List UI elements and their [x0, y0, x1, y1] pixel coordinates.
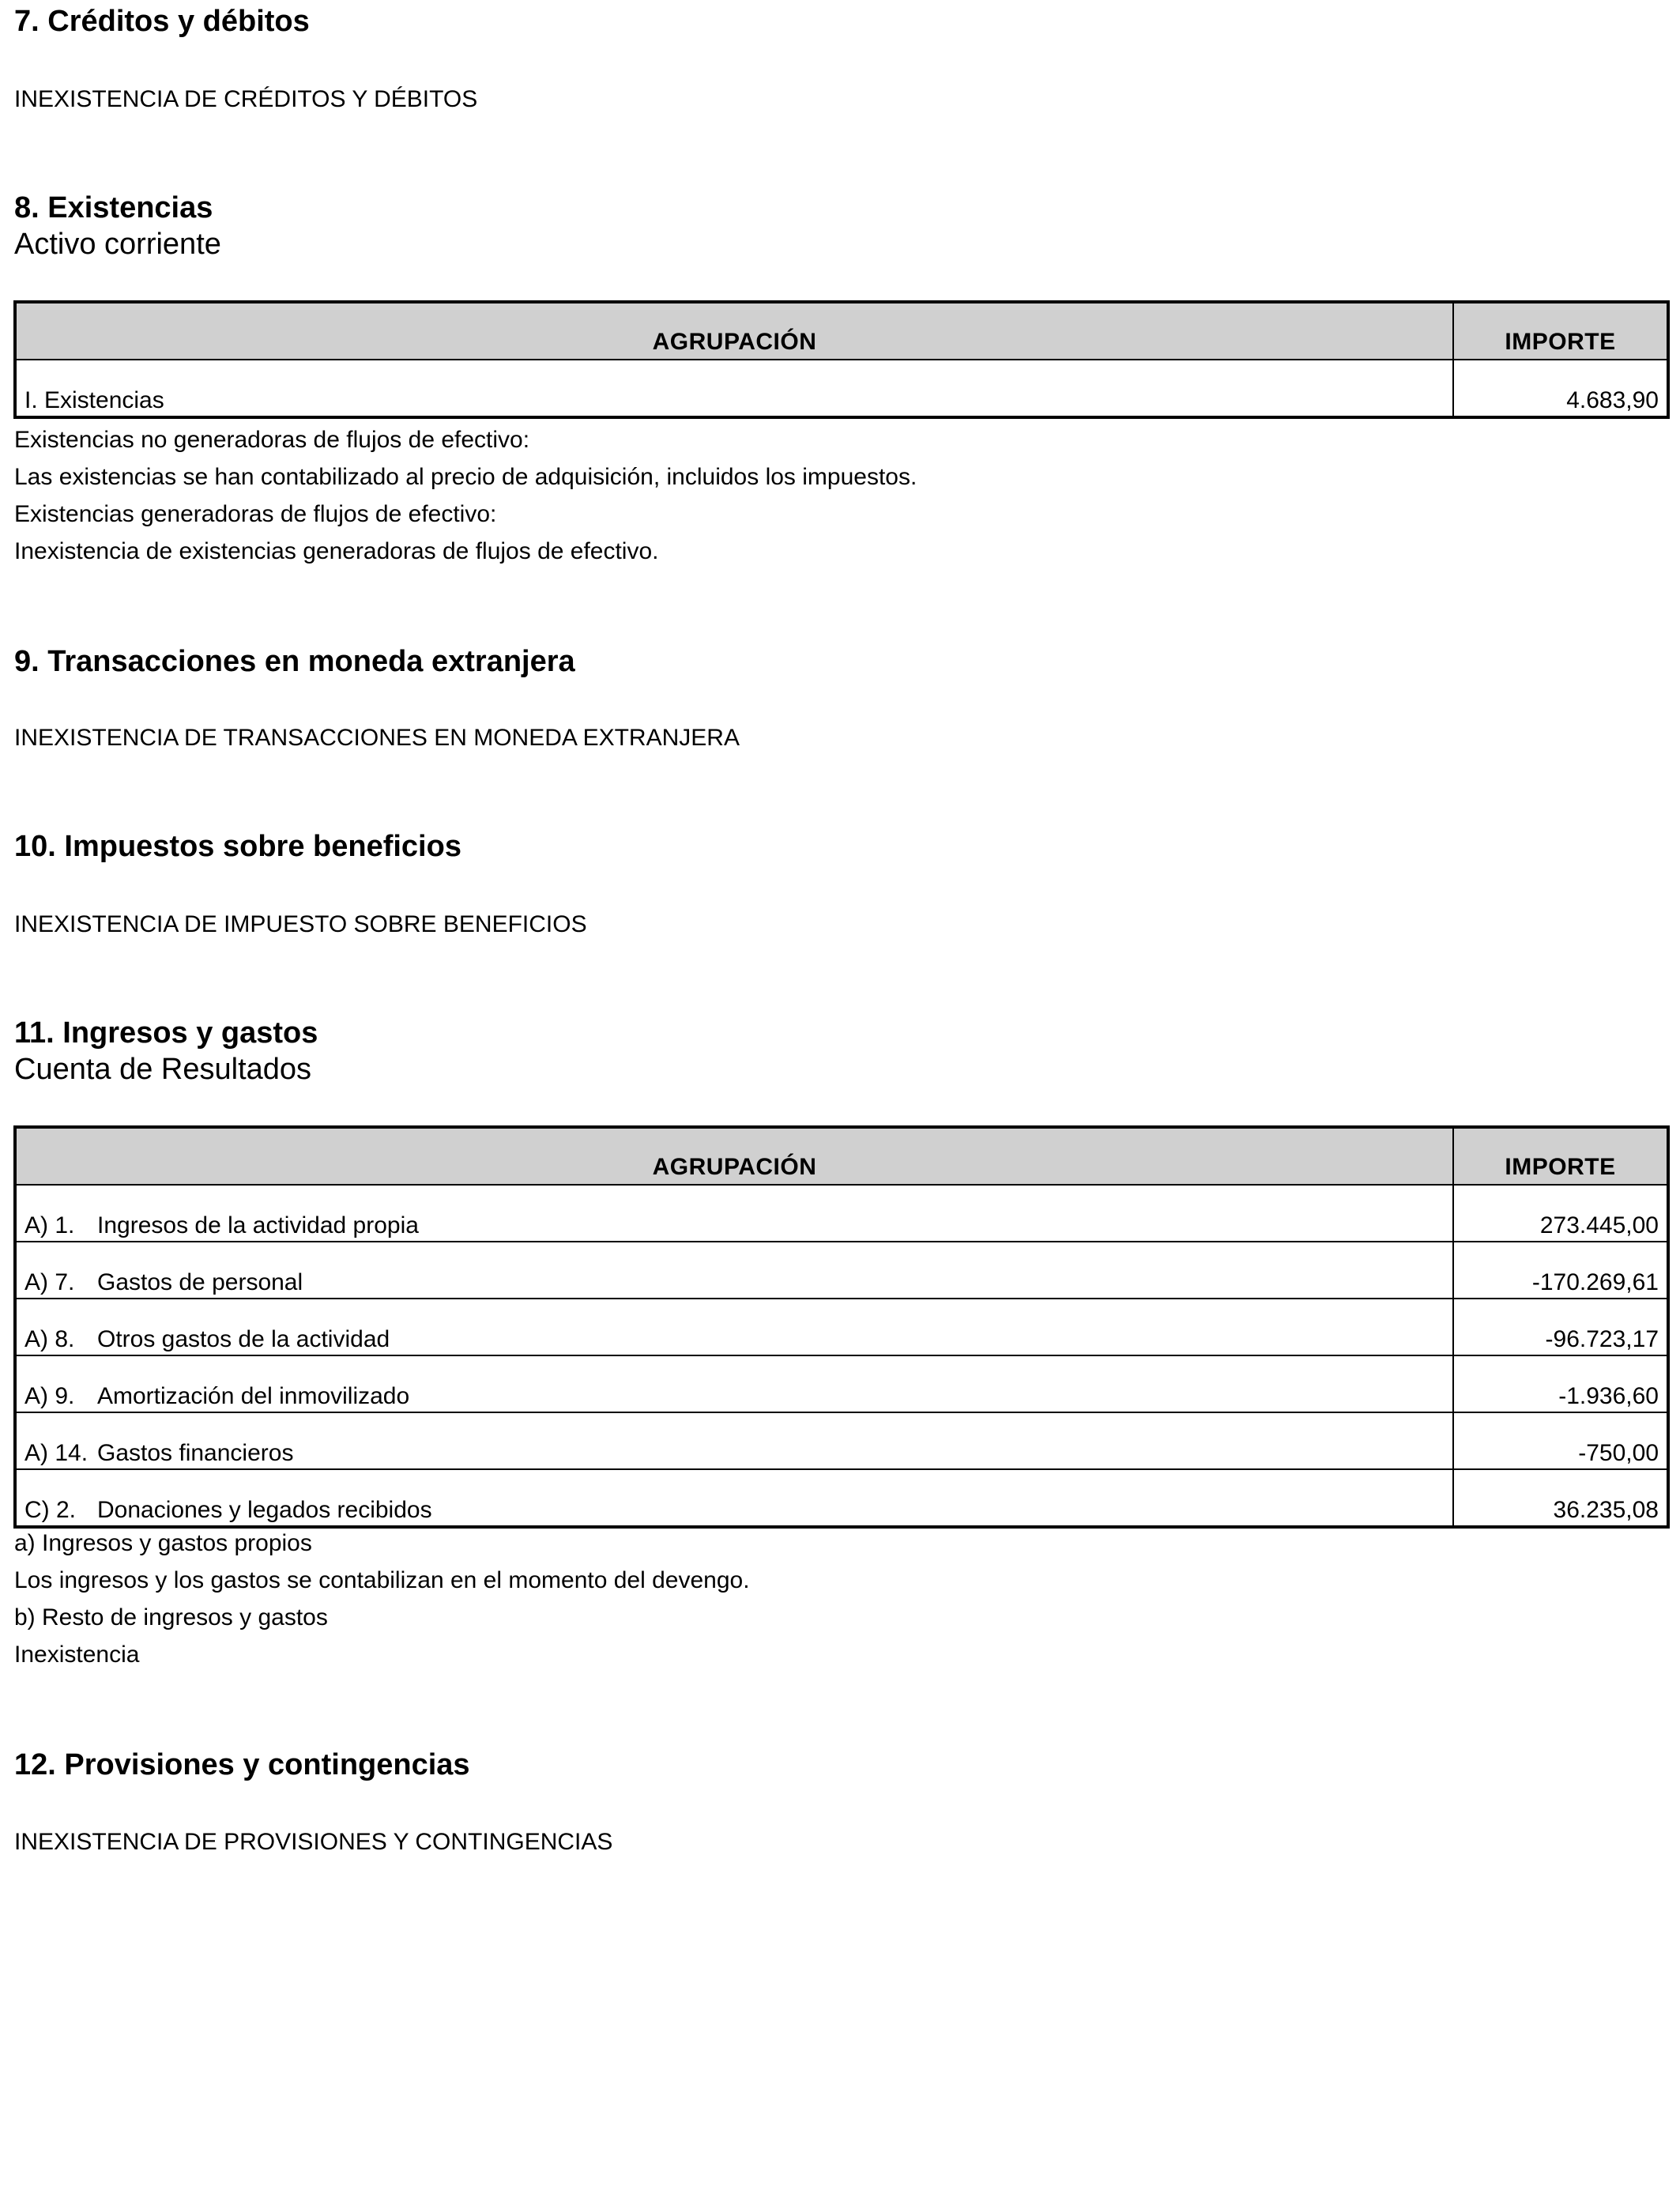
- column-header-importe: IMPORTE: [1453, 1127, 1668, 1185]
- section-11-note: b) Resto de ingresos y gastos: [14, 1604, 328, 1630]
- table-row: [15, 360, 1668, 417]
- row-label: [15, 1355, 1453, 1412]
- row-label: I. Existencias: [15, 360, 1453, 417]
- row-description: Donaciones y legados recibidos: [97, 1497, 432, 1523]
- row-description: Otros gastos de la actividad: [97, 1326, 390, 1352]
- section-8-note: Inexistencia de existencias generadoras de flujos de efectivo.: [14, 538, 659, 564]
- table-row: [15, 1355, 1668, 1412]
- row-description: Amortización del inmovilizado: [97, 1383, 410, 1409]
- row-code: A) 14.: [24, 1440, 89, 1466]
- row-label: [15, 1185, 1453, 1242]
- row-amount: -750,00: [1453, 1412, 1668, 1469]
- row-description: Gastos financieros: [97, 1440, 294, 1466]
- row-description: Ingresos de la actividad propia: [97, 1212, 419, 1238]
- row-amount: 36.235,08: [1453, 1469, 1668, 1527]
- row-label: [15, 1412, 1453, 1469]
- table-header-row: [15, 302, 1668, 360]
- row-code: A) 8.: [24, 1326, 75, 1352]
- section-8-note: Las existencias se han contabilizado al precio de adquisición, incluidos los impuestos.: [14, 464, 917, 490]
- column-header-agrupacion: AGRUPACIÓN: [15, 1127, 1453, 1185]
- row-amount: -96.723,17: [1453, 1299, 1668, 1355]
- row-amount: 273.445,00: [1453, 1185, 1668, 1242]
- row-code: A) 9.: [24, 1383, 75, 1409]
- row-label: [15, 1242, 1453, 1299]
- table-row: [15, 1185, 1668, 1242]
- section-9-text: INEXISTENCIA DE TRANSACCIONES EN MONEDA EXTRANJERA: [14, 725, 740, 751]
- cuenta-resultados-table: [13, 1125, 1670, 1529]
- row-code: A) 7.: [24, 1269, 75, 1295]
- existencias-table: [13, 300, 1670, 419]
- section-11-title: 11. Ingresos y gastos: [14, 1016, 318, 1050]
- table-row: [15, 1242, 1668, 1299]
- section-10-title: 10. Impuestos sobre beneficios: [14, 830, 461, 863]
- column-header-agrupacion: AGRUPACIÓN: [15, 302, 1453, 360]
- row-amount: -170.269,61: [1453, 1242, 1668, 1299]
- row-code: C) 2.: [24, 1497, 77, 1523]
- row-label: [15, 1299, 1453, 1355]
- section-7-text: INEXISTENCIA DE CRÉDITOS Y DÉBITOS: [14, 86, 478, 112]
- section-11-subtitle: Cuenta de Resultados: [14, 1053, 312, 1086]
- row-amount: 4.683,90: [1453, 360, 1668, 417]
- table-row: [15, 1299, 1668, 1355]
- section-8-title: 8. Existencias: [14, 191, 213, 224]
- section-10-text: INEXISTENCIA DE IMPUESTO SOBRE BENEFICIOS: [14, 911, 587, 937]
- table-row: [15, 1469, 1668, 1527]
- row-description: Gastos de personal: [97, 1269, 303, 1295]
- section-11-note: Inexistencia: [14, 1642, 140, 1668]
- table-header-row: [15, 1127, 1668, 1185]
- section-8-note: Existencias no generadoras de flujos de efectivo:: [14, 427, 530, 453]
- section-12-title: 12. Provisiones y contingencias: [14, 1748, 470, 1781]
- section-9-title: 9. Transacciones en moneda extranjera: [14, 645, 575, 678]
- row-label: [15, 1469, 1453, 1527]
- section-11-note: Los ingresos y los gastos se contabilizan en el momento del devengo.: [14, 1567, 750, 1593]
- section-7-title: 7. Créditos y débitos: [14, 5, 310, 38]
- column-header-importe: IMPORTE: [1453, 302, 1668, 360]
- section-8-subtitle: Activo corriente: [14, 228, 221, 261]
- table-row: [15, 1412, 1668, 1469]
- row-amount: -1.936,60: [1453, 1355, 1668, 1412]
- row-code: A) 1.: [24, 1212, 75, 1238]
- section-11-note: a) Ingresos y gastos propios: [14, 1530, 312, 1556]
- section-8-note: Existencias generadoras de flujos de efectivo:: [14, 501, 497, 527]
- section-12-text: INEXISTENCIA DE PROVISIONES Y CONTINGENCIAS: [14, 1829, 613, 1855]
